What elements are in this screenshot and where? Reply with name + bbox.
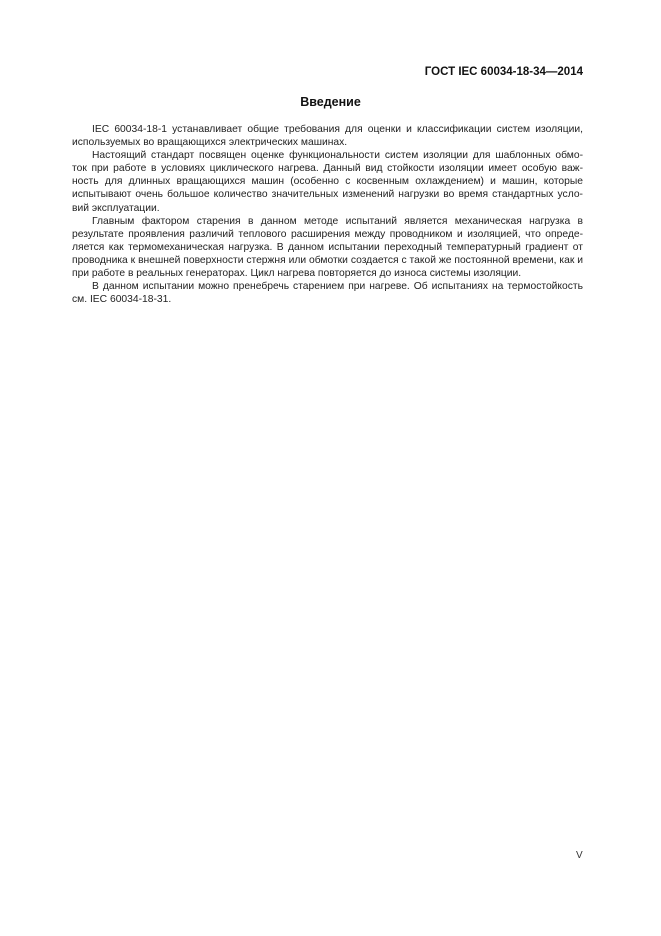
text-line: вий эксплуатации.	[72, 202, 160, 214]
text-line: при работе в реальных генераторах. Цикл нагрева повторяется до износа системы изоляции.	[72, 268, 522, 280]
text-line: ток при работе в условиях циклического нагрева. Данный вид стойкости изоляции имеет особую важ-	[72, 163, 583, 175]
document-body	[72, 123, 583, 306]
paragraph-1	[72, 123, 583, 149]
text-line: Главным фактором старения в данном методе испытаний является механическая нагрузка в	[92, 215, 583, 227]
paragraph-4	[72, 280, 583, 306]
text-line: В данном испытании можно пренебречь старением при нагреве. Об испытаниях на термостойкость	[92, 281, 583, 293]
text-line: результате проявления различий теплового расширения между проводником и изоляцией, что опреде-	[72, 228, 583, 240]
text-line: IEC 60034-18-1 устанавливает общие требования для оценки и классификации систем изоляции,	[92, 124, 583, 135]
text-line: используемых во вращающихся электрических машинах.	[72, 137, 348, 149]
text-line: ность для длинных вращающихся машин (особенно с косвенным охлаждением) и машин, которые	[72, 176, 583, 188]
text-line: проводника к внешней поверхности стержня или обмотки создается с такой же постоянной времени, как и	[72, 254, 583, 266]
text-line: ляется как термомеханическая нагрузка. В данном испытании переходный температурный градиент от	[72, 241, 583, 253]
page-number: V	[576, 850, 583, 861]
section-title: Введение	[300, 95, 361, 109]
text-line: Настоящий стандарт посвящен оценке функциональности систем изоляции для шаблонных обмо-	[92, 150, 583, 162]
paragraph-2	[72, 149, 583, 214]
text-line: испытывают очень большое количество значительных изменений нагрузки во время стандартных усло-	[72, 189, 583, 201]
text-line: см. IEC 60034-18-31.	[72, 294, 172, 306]
document-header-id: ГОСТ IEC 60034-18-34—2014	[424, 66, 583, 78]
paragraph-3	[72, 215, 583, 280]
